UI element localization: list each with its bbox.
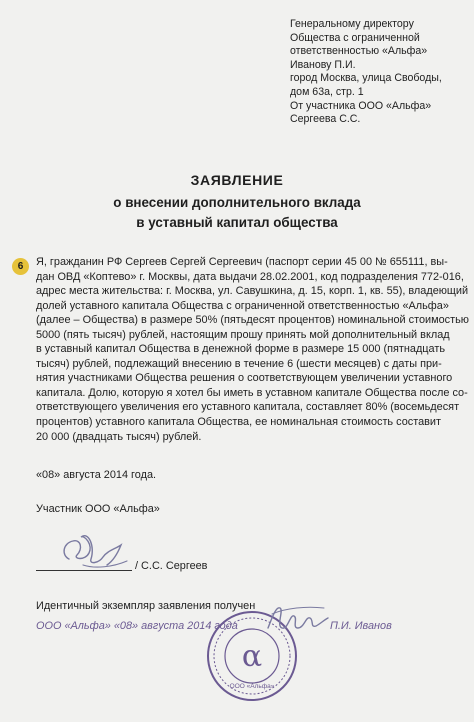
addressee-line: Генеральному директору — [290, 18, 414, 30]
body-line: (далее – Общества) в размере 50% (пятьдесят процентов) номинальной стоимостью — [36, 314, 469, 327]
addressee-line: город Москва, улица Свободы, — [290, 72, 442, 85]
addressee-line: От участника ООО «Альфа» — [290, 99, 432, 112]
body-line: Я, гражданин РФ Сергеев Сергей Сергеевич (паспорт серии 45 00 № 655111, вы- — [36, 256, 448, 268]
addressee-line: Иванову П.И. — [290, 58, 356, 71]
document-subtitle-line1: о внесении дополнительного вклада — [113, 195, 361, 210]
addressee-line: Сергеева С.С. — [290, 113, 361, 126]
statement-body — [36, 255, 469, 444]
annotation-marker: 6 — [12, 258, 29, 275]
addressee-line: ответственностью «Альфа» — [290, 45, 428, 58]
body-line: дан ОВД «Коптево» г. Москвы, дата выдачи 28.02.2001, код подразделения 772-016, — [36, 270, 464, 283]
document-title: ЗАЯВЛЕНИЕ — [190, 172, 284, 188]
seal-caption: ООО «Альфа» — [229, 683, 275, 690]
body-line: 5000 (пять тысяч) рублей, настоящим прошу принять мой дополнительный вклад — [36, 328, 450, 341]
body-line: долей уставного капитала Общества с ограниченной ответственностью «Альфа» — [36, 299, 449, 312]
addressee-line: Общества с ограниченной — [290, 31, 420, 44]
body-line: капитала. Долю, которую я хотел бы иметь в уставном капитале Общества после со- — [36, 386, 468, 399]
receiver-name: П.И. Иванов — [330, 620, 392, 632]
addressee-line: дом 63а, стр. 1 — [290, 85, 364, 98]
signature-line — [36, 570, 132, 571]
body-line: тысяч) рублей, подлежащий внесению в течение 6 (шести месяцев) с даты при- — [36, 357, 442, 370]
body-line: ответствующего увеличения его уставного капитала, составляет 80% (восемьдесят — [36, 401, 460, 414]
body-line: 20 000 (двадцать тысяч) рублей. — [36, 430, 202, 443]
received-note: Идентичный экземпляр заявления получен — [36, 600, 256, 612]
body-line: нятия участниками Общества решения о соответствующем увеличении уставного — [36, 372, 453, 385]
body-line: в уставный капитал Общества в денежной форме в размере 15 000 (пятнадцать — [36, 343, 446, 356]
receipt-stamp-text: ООО «Альфа» «08» августа 2014 года — [36, 620, 238, 632]
body-line: адрес места жительства: г. Москва, ул. Савушкина, д. 15, корп. 1, кв. 55), владеющий — [36, 285, 469, 298]
document-subtitle-line2: в уставный капитал общества — [136, 215, 338, 230]
participant-label: Участник ООО «Альфа» — [36, 503, 160, 515]
signature-sergeev — [55, 525, 135, 573]
addressee-block — [290, 18, 466, 127]
signature-ivanov — [262, 598, 332, 638]
statement-date: «08» августа 2014 года. — [36, 469, 157, 481]
seal-symbol: α — [241, 639, 263, 674]
signatory-name: / С.С. Сергеев — [135, 560, 208, 572]
body-line: процентов) уставного капитала Общества, ее номинальная стоимость составит — [36, 416, 441, 429]
